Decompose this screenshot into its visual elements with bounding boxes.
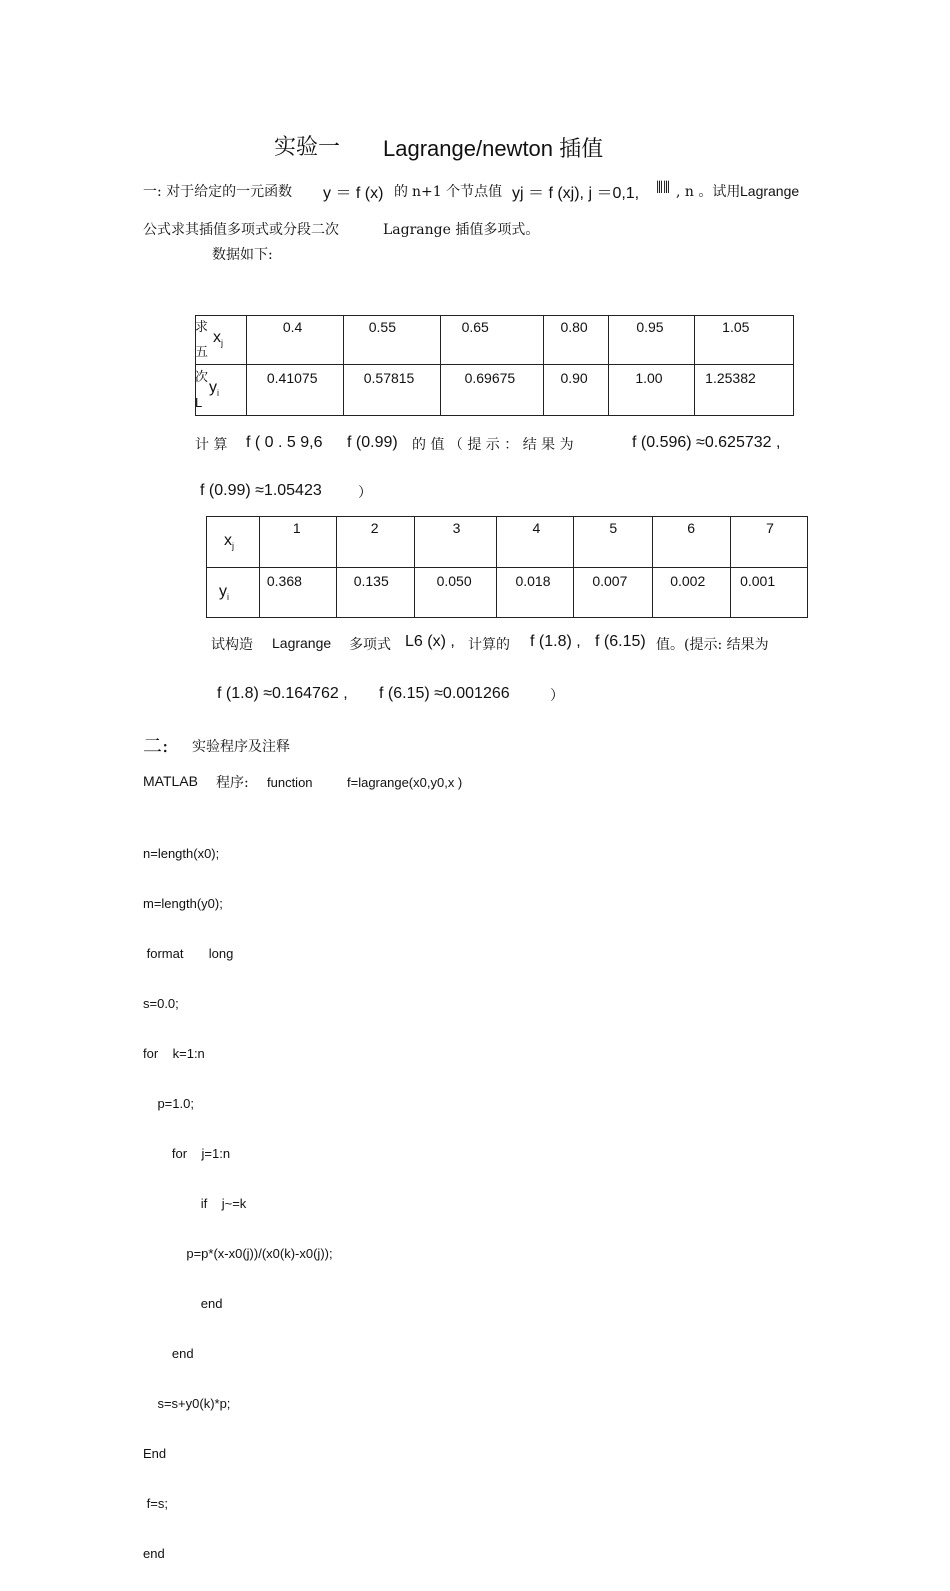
- table2-x-sub: j: [232, 541, 234, 551]
- section1-line1-eq1: y ＝ f (x): [323, 185, 384, 202]
- table2-header-y: [207, 568, 260, 618]
- calc2-text-k: ）: [550, 688, 564, 704]
- table2-cell: 0.050: [414, 568, 497, 618]
- table2-x-label: x: [224, 532, 232, 549]
- table2-y-label: y: [219, 583, 227, 600]
- calc2-text-c: 多项式: [349, 637, 391, 653]
- title-left: 实验一: [274, 135, 341, 160]
- code-line: p=1.0;: [143, 1096, 194, 1111]
- calc2-text-h: 值。(提示: 结果为: [656, 637, 769, 653]
- calc2-text-j: f (6.15) ≈0.001266: [379, 685, 510, 702]
- table1-side-char-3: 次: [195, 370, 209, 385]
- calc1-text-d: 的 值 （ 提 示 ： 结 果 为: [412, 437, 574, 453]
- calc2-text-a: 试构造: [211, 637, 253, 653]
- table1-cell: 0.69675: [440, 365, 544, 416]
- calc1-text-e: f (0.596) ≈0.625732 ,: [632, 434, 781, 451]
- calc2-text-d: L6 (x) ,: [405, 633, 455, 650]
- table1-side-char-4: L: [195, 395, 203, 410]
- code-line: end: [143, 1546, 165, 1561]
- table2-row-y: [207, 568, 808, 618]
- calc2-text-g: f (6.15): [595, 633, 646, 650]
- section1-line1-eq2: yj ＝ f (xj), j ＝0,1,: [512, 185, 640, 202]
- table1-cell: 0.55: [343, 316, 440, 365]
- table1-header-x: [196, 316, 247, 365]
- data-table-1: [195, 315, 794, 416]
- title-right: Lagrange/newton 插值: [383, 136, 604, 161]
- section1-line1-prefix: 一: 对于给定的一元函数: [143, 184, 293, 200]
- calc1-text-a: 计 算: [195, 437, 228, 453]
- table2-cell: 3: [414, 517, 497, 568]
- table2-cell: 6: [653, 517, 731, 568]
- matlab-func-keyword: function: [267, 775, 313, 790]
- table1-side-char-2: 五: [195, 345, 209, 360]
- calc2-text-b: Lagrange: [272, 635, 332, 651]
- table1-row-x: [196, 316, 794, 365]
- data-table-2: [206, 516, 808, 618]
- table1-y-label: y: [209, 379, 217, 396]
- matlab-label: MATLAB: [143, 773, 198, 789]
- table1-cell: 0.90: [544, 365, 609, 416]
- section1-line3: 数据如下:: [212, 247, 273, 263]
- code-line: End: [143, 1446, 167, 1461]
- section1-line2-b: Lagrange 插值多项式。: [383, 222, 540, 238]
- table2-cell: 2: [336, 517, 414, 568]
- table1-cell: 0.95: [609, 316, 695, 365]
- code-line: format long: [143, 946, 234, 961]
- section2-number: 二:: [143, 735, 169, 757]
- code-line: s=s+y0(k)*p;: [143, 1396, 231, 1411]
- table1-cell: 0.41075: [246, 365, 343, 416]
- calc2-text-i: f (1.8) ≈0.164762 ,: [217, 685, 348, 702]
- code-line: p=p*(x-x0(j))/(x0(k)-x0(j));: [143, 1246, 333, 1261]
- calc1-text-c: f (0.99): [347, 434, 398, 451]
- table2-y-sub: i: [227, 592, 229, 602]
- table1-cell: 0.65: [440, 316, 544, 365]
- table2-cell: 0.007: [574, 568, 653, 618]
- table1-y-sub: i: [217, 388, 219, 398]
- table2-cell: 7: [731, 517, 808, 568]
- table2-row-x: [207, 517, 808, 568]
- section1-line1-nodes: n+1 个节点值: [412, 184, 503, 200]
- table2-header-x: [207, 517, 260, 568]
- table2-cell: 5: [574, 517, 653, 568]
- section1-line2-a: 公式求其插值多项式或分段二次: [143, 222, 339, 238]
- table2-cell: 0.001: [731, 568, 808, 618]
- calc1-text-b: f ( 0 . 5 9,6: [246, 434, 323, 451]
- calc2-text-f: f (1.8) ,: [530, 633, 581, 650]
- table2-cell: 0.368: [259, 568, 336, 618]
- table1-x-label: x: [213, 329, 221, 346]
- calc2-text-e: 计算的: [468, 637, 510, 653]
- calc1-text-g: ）: [358, 485, 372, 501]
- table1-side-char-1: 求: [195, 320, 209, 335]
- section1-line1-end: , n 。试用: [676, 184, 741, 200]
- code-block: [143, 816, 333, 1591]
- calc1-text-f: f (0.99) ≈1.05423: [200, 482, 322, 499]
- section1-line1-lagrange: Lagrange: [740, 183, 800, 199]
- matlab-prog-label: 程序:: [216, 775, 249, 791]
- table1-header-y: [196, 365, 247, 416]
- code-line: if j~=k: [143, 1196, 247, 1211]
- table1-cell: 1.00: [609, 365, 695, 416]
- code-line: m=length(y0);: [143, 896, 223, 911]
- table2-cell: 4: [497, 517, 574, 568]
- code-line: for k=1:n: [143, 1046, 205, 1061]
- table1-row-y: [196, 365, 794, 416]
- table1-cell: 1.05: [695, 316, 794, 365]
- matlab-func-signature: f=lagrange(x0,y0,x ): [347, 775, 463, 790]
- code-line: end: [143, 1346, 194, 1361]
- code-line: s=0.0;: [143, 996, 179, 1011]
- table1-cell: 0.4: [246, 316, 343, 365]
- section2-label: 实验程序及注释: [192, 739, 290, 755]
- table2-cell: 0.135: [336, 568, 414, 618]
- code-line: f=s;: [143, 1496, 168, 1511]
- table1-cell: 1.25382: [695, 365, 794, 416]
- code-line: end: [143, 1296, 223, 1311]
- table1-x-sub: j: [221, 338, 223, 348]
- code-line: n=length(x0);: [143, 846, 220, 861]
- section1-line1-dots: ⦀⦀: [656, 180, 671, 197]
- table2-cell: 1: [259, 517, 336, 568]
- table1-cell: 0.80: [544, 316, 609, 365]
- table2-cell: 0.002: [653, 568, 731, 618]
- section1-line1-mid: 的: [394, 184, 408, 200]
- code-line: for j=1:n: [143, 1146, 231, 1161]
- table2-cell: 0.018: [497, 568, 574, 618]
- table1-cell: 0.57815: [343, 365, 440, 416]
